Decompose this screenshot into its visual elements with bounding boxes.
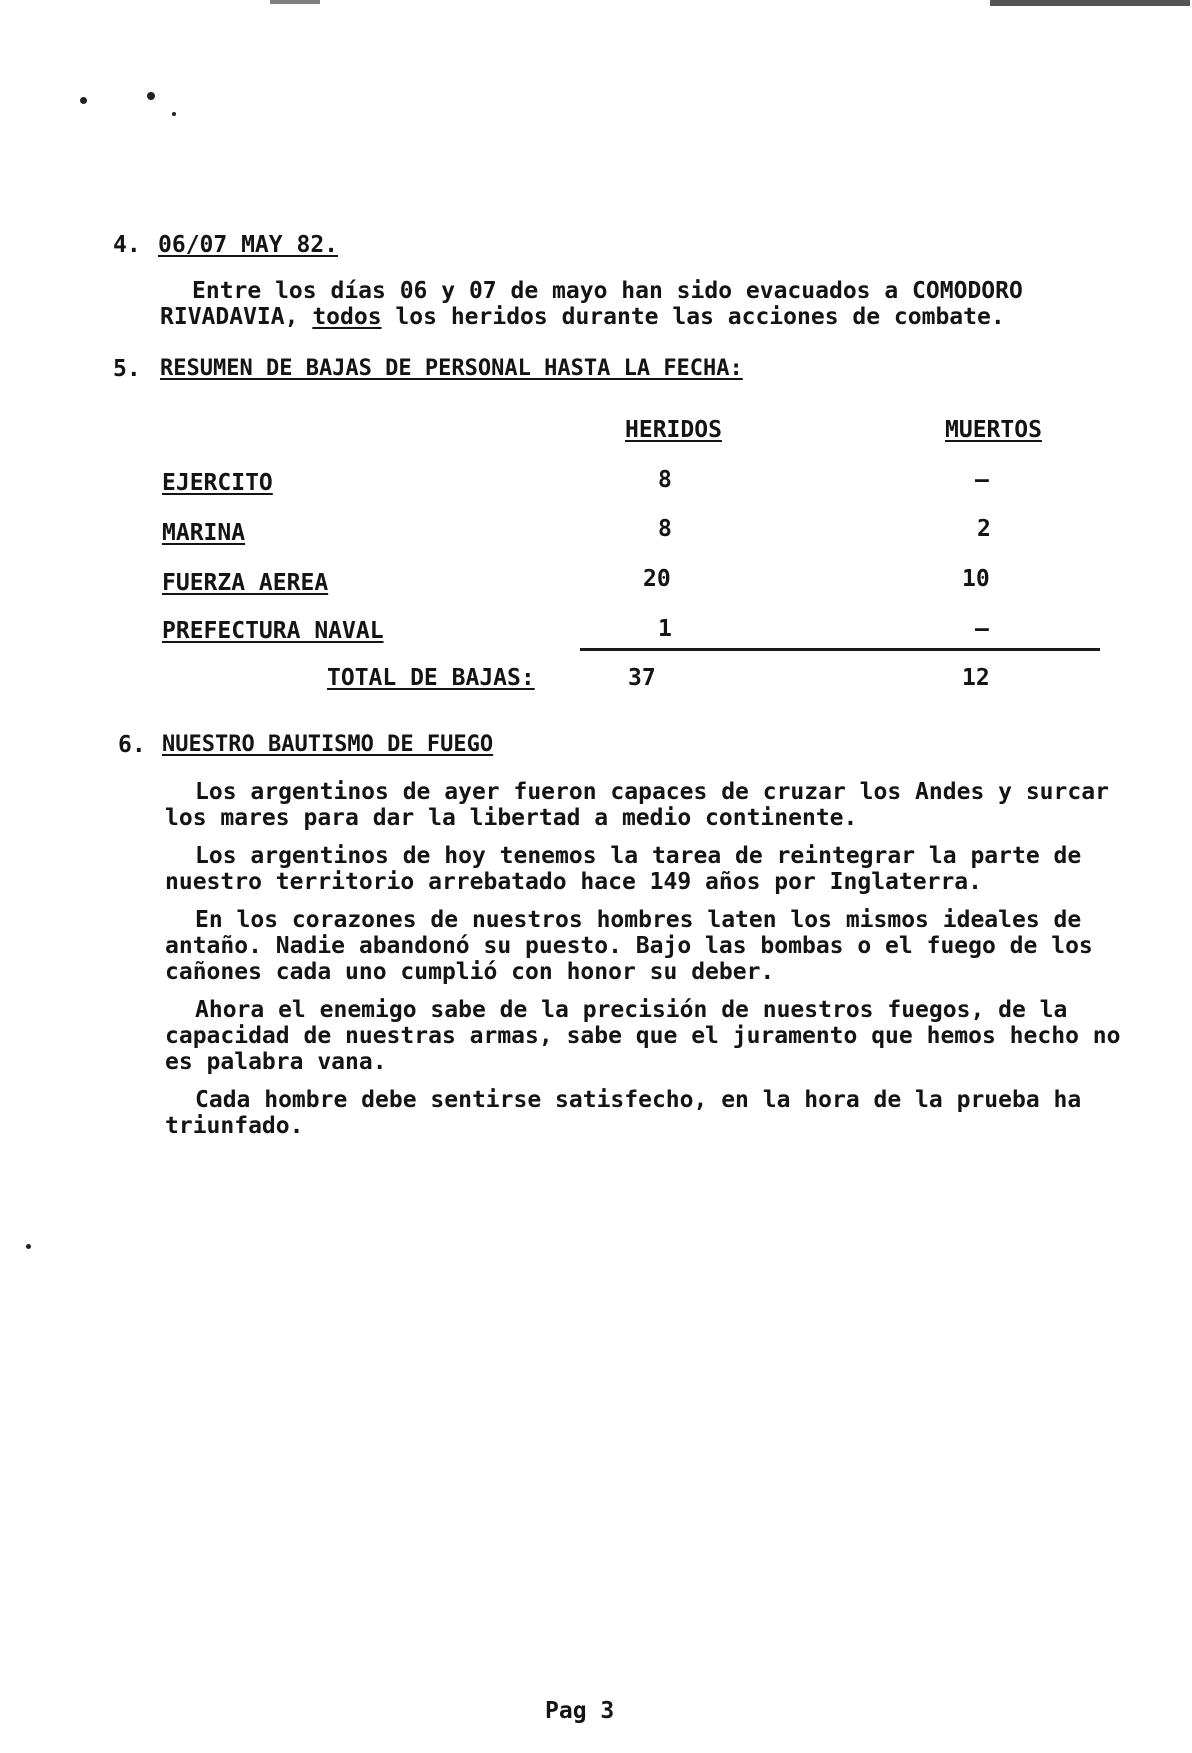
column-heading-muertos: MUERTOS	[945, 417, 1042, 443]
row-label-marina: MARINA	[162, 520, 246, 546]
row-ejercito-heridos: 8	[658, 467, 672, 493]
paragraph: Cada hombre debe sentirse satisfecho, en la hora de la prueba ha triunfado.	[165, 1087, 1082, 1139]
paragraph: Los argentinos de hoy tenemos la tarea de reintegrar la parte de nuestro territorio arrebatado hace 149 años por Inglaterra.	[165, 843, 1082, 895]
scan-speck	[26, 1244, 31, 1249]
row-prefectura-naval-heridos: 1	[658, 616, 672, 642]
column-heading-heridos: HERIDOS	[625, 417, 722, 443]
page-number: Pag 3	[545, 1698, 615, 1724]
section-6-number: 6.	[118, 732, 146, 758]
row-label-prefectura-naval: PREFECTURA NAVAL	[162, 618, 384, 644]
total-rule	[580, 648, 1100, 651]
section-6-body	[165, 779, 1125, 1139]
paragraph: Los argentinos de ayer fueron capaces de cruzar los Andes y surcar los mares para dar la libertad a medio continente.	[165, 779, 1109, 831]
paragraph: En los corazones de nuestros hombres laten los mismos ideales de antaño. Nadie abandonó su puesto. Bajo las bombas o el fuego de los cañones cada uno cumplió con honor su deber.	[165, 907, 1093, 985]
scan-smudge-top	[270, 0, 320, 4]
section-4-number: 4.	[113, 232, 141, 258]
paragraph: Ahora el enemigo sabe de la precisión de nuestros fuegos, de la capacidad de nuestras armas, sabe que el juramento que hemos hecho no es palabra vana.	[165, 997, 1121, 1075]
row-ejercito-muertos: —	[975, 467, 989, 493]
section-4-text-end: los heridos durante las acciones de combate.	[381, 304, 1005, 330]
row-fuerza-aerea-muertos: 10	[962, 566, 990, 592]
section-4-body	[160, 278, 1100, 330]
scan-smudge-top-right	[990, 0, 1190, 6]
section-6-heading: NUESTRO BAUTISMO DE FUEGO	[162, 732, 494, 757]
section-5-number: 5.	[113, 356, 141, 382]
row-fuerza-aerea-heridos: 20	[643, 566, 671, 592]
scan-speck	[147, 92, 155, 100]
row-marina-heridos: 8	[658, 516, 672, 542]
section-4-text: Entre los días 06 y 07 de mayo han sido evacuados a COMODORO RIVADAVIA,	[160, 278, 1023, 330]
row-label-ejercito: EJERCITO	[162, 470, 273, 496]
scan-speck	[172, 112, 176, 116]
total-label: TOTAL DE BAJAS:	[327, 665, 535, 691]
scan-speck	[80, 97, 87, 104]
section-4-text-underlined: todos	[312, 304, 382, 330]
total-heridos: 37	[628, 665, 656, 691]
section-5-heading: RESUMEN DE BAJAS DE PERSONAL HASTA LA FECHA:	[160, 356, 743, 381]
row-prefectura-naval-muertos: —	[975, 616, 989, 642]
row-marina-muertos: 2	[977, 516, 991, 542]
section-4-heading: 06/07 MAY 82.	[158, 232, 339, 258]
total-muertos: 12	[962, 665, 990, 691]
row-label-fuerza-aerea: FUERZA AEREA	[162, 570, 329, 596]
